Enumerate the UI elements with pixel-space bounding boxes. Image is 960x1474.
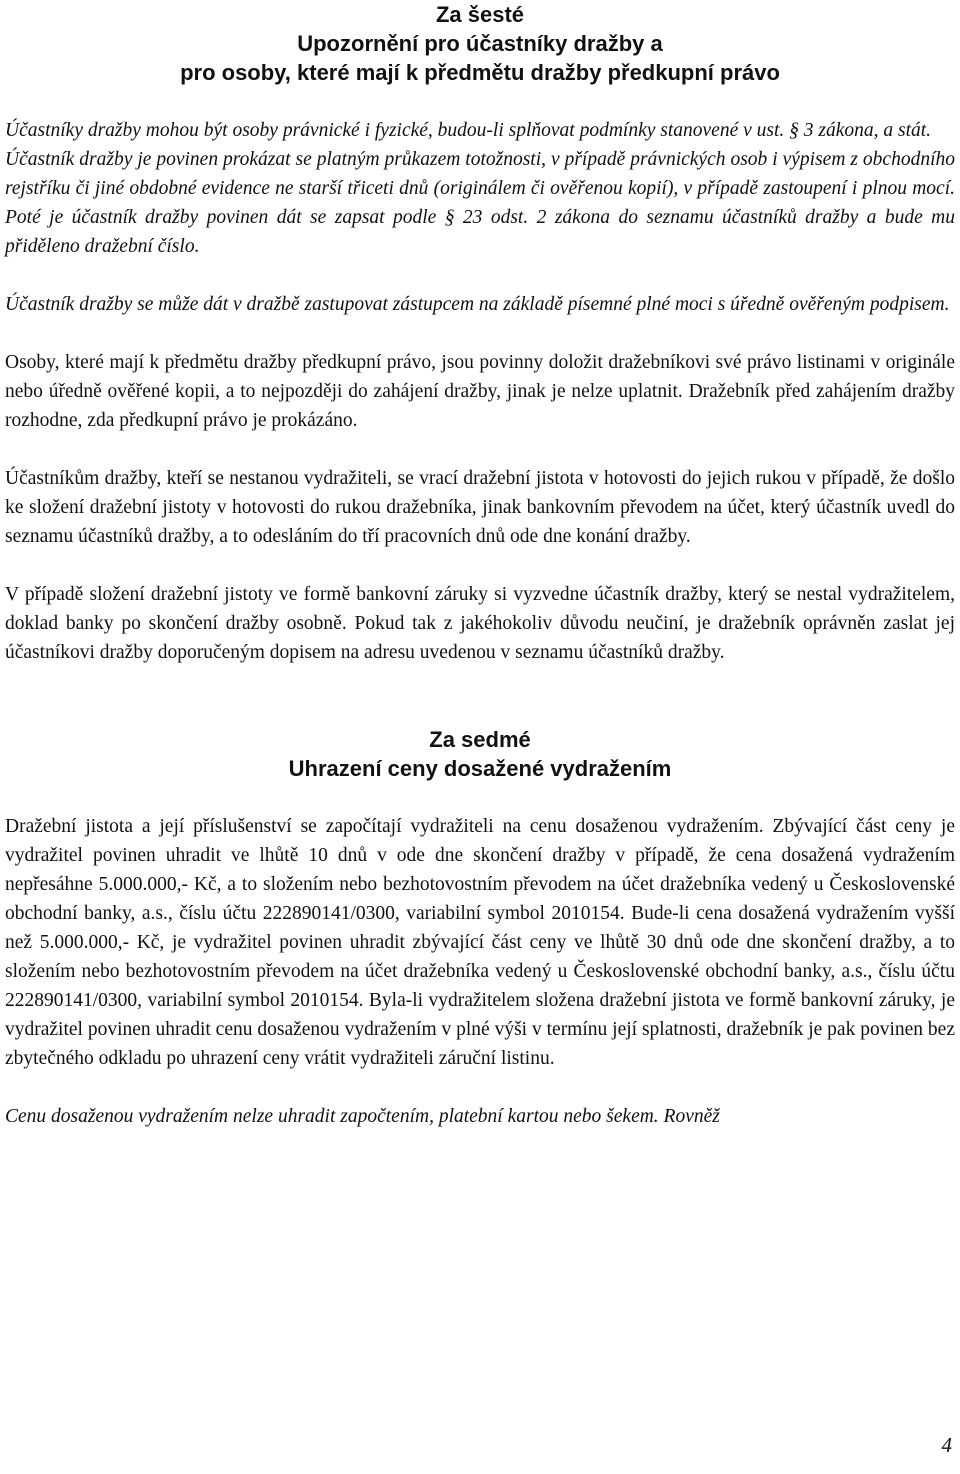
section-6-paragraph-refund: Účastníkům dražby, kteří se nestanou vydražiteli, se vrací dražební jistota v hotovosti do jejich rukou v případě, že došlo ke složení dražební jistoty v hotovosti do rukou dražebníka, jinak bankovním převodem na účet, který účastník uvedl do seznamu účastníků dražby, a to odesláním do tří pracovních dnů ode dne konání dražby. (5, 468, 955, 547)
section-7-paragraph-payment-methods: Cenu dosaženou vydražením nelze uhradit započtením, platební kartou nebo šekem. Rovněž (5, 1106, 720, 1127)
section-6-title: Za šesté (435, 2, 525, 27)
section-6-subtitle-line-2: pro osoby, které mají k předmětu dražby předkupní právo (180, 60, 780, 85)
page-number: 4 (941, 1433, 952, 1457)
section-6-paragraph-preemption: Osoby, které mají k předmětu dražby předkupní právo, jsou povinny doložit dražebníkovi své právo listinami v originále nebo úředně ověřené kopii, a to nejpozději do zahájení dražby, jinak je nelze uplatnit. Dražebník před zahájením dražby rozhodne, zda předkupní právo je prokázáno. (5, 352, 955, 431)
section-7-subtitle: Uhrazení ceny dosažené vydražením (288, 756, 672, 781)
section-7-title: Za sedmé (429, 727, 531, 752)
section-7-paragraph-payment: Dražební jistota a její příslušenství se započítají vydražiteli na cenu dosaženou vydražením. Zbývající část ceny je vydražitel povinen uhradit ve lhůtě 10 dnů v ode dne skončení dražby v případě, že cena dosažená vydražením nepřesáhne 5.000.000,- Kč, a to složením nebo bezhotovostním převodem na účet dražebníka vedený u Československé obchodní banky, a.s., číslu účtu 222890141/0300, variabilní symbol 2010154. Bude-li cena dosažená vydražením vyšší než 5.000.000,- Kč, je vydražitel povinen uhradit zbývající část ceny ve lhůtě 30 dnů ode dne skončení dražby, a to složením nebo bezhotovostním převodem na účet dražebníka vedený u Československé obchodní banky, a.s., číslu účtu 222890141/0300, variabilní symbol 2010154. Byla-li vydražitelem složena dražební jistota ve formě bankovní záruky, je vydražitel povinen uhradit cenu dosaženou vydražením v plné výši v termínu její splatnosti, dražebník je pak povinen bez zbytečného odkladu po uhrazení ceny vrátit vydražiteli záruční listinu. (5, 816, 955, 1069)
document-page (5, 0, 955, 1131)
section-6-paragraph-bank-guarantee: V případě složení dražební jistoty ve formě bankovní záruky si vyzvedne účastník dražby, který se nestal vydražitelem, doklad banky po skončení dražby osobně. Pokud tak z jakéhokoliv důvodu neučiní, je dražebník oprávněn zaslat jej účastníkovi dražby doporučeným dopisem na adresu uvedenou v seznamu účastníků dražby. (5, 584, 955, 663)
section-6-subtitle-line-1: Upozornění pro účastníky dražby a (297, 31, 663, 56)
section-6-paragraph-representation: Účastník dražby se může dát v dražbě zastupovat zástupcem na základě písemné plné moci s úředně ověřeným podpisem. (5, 294, 950, 315)
section-6-paragraph-identification: Účastník dražby je povinen prokázat se platným průkazem totožnosti, v případě právnických osob i výpisem z obchodního rejstříku či jiné obdobné evidence ne starší třiceti dnů (originálem či ověřenou kopií), v případě zastoupení i plnou mocí. Poté je účastník dražby povinen dát se zapsat podle § 23 odst. 2 zákona do seznamu účastníků dražby a bude mu přiděleno dražební číslo. (5, 149, 955, 257)
section-6-paragraph-participants: Účastníky dražby mohou být osoby právnické i fyzické, budou-li splňovat podmínky stanovené v ust. § 3 zákona, a stát. (5, 120, 932, 141)
